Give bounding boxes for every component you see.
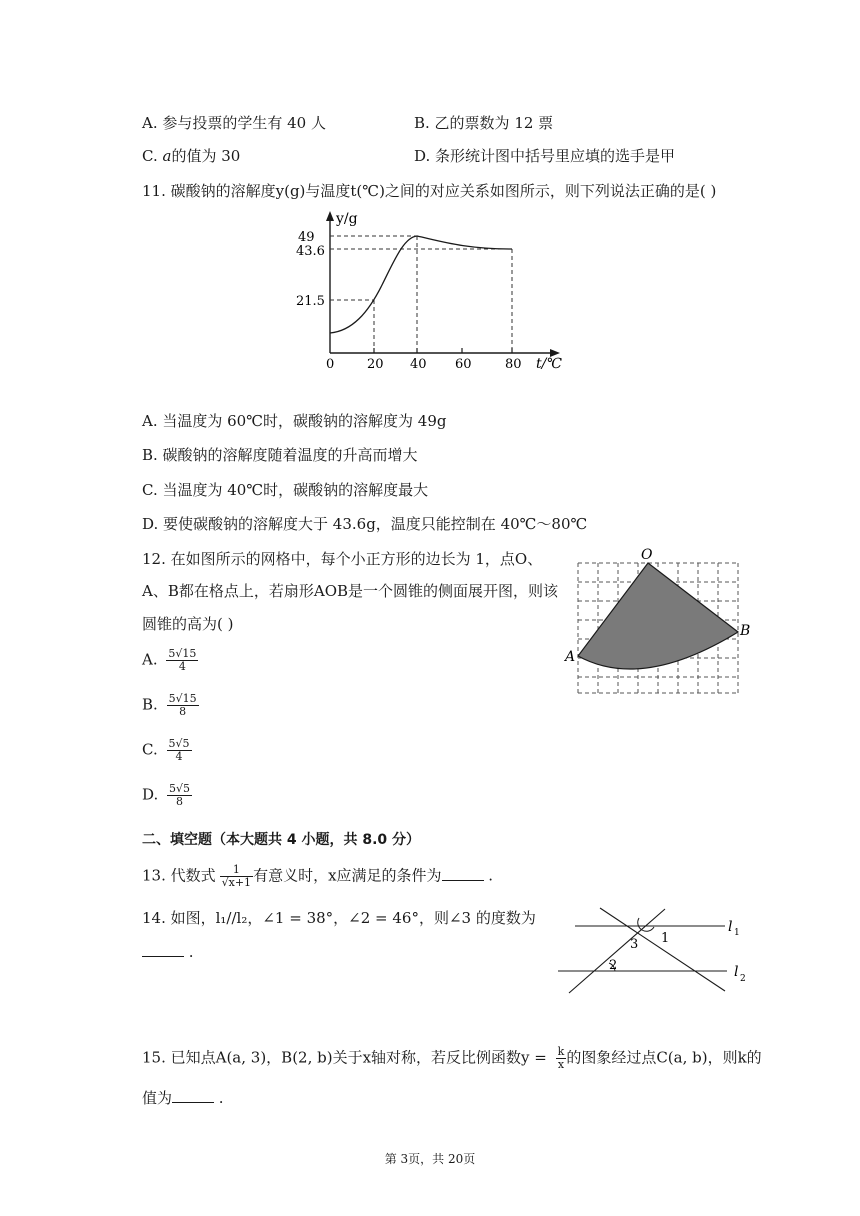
q12-option-a-letter: A.: [142, 650, 158, 669]
q13-prefix: 13. 代数式: [142, 866, 216, 885]
q15-answer-blank[interactable]: [172, 1088, 214, 1103]
q10-option-c-prefix: C.: [142, 147, 163, 165]
q11-stem: 11. 碳酸钠的溶解度y(g)与温度t(℃)之间的对应关系如图所示，则下列说法正确的是( ): [142, 182, 717, 200]
line-l2-subscript: 2: [740, 974, 746, 984]
q12-option-a: [142, 648, 198, 673]
x-tick-20: 20: [367, 357, 384, 372]
angle-1-label: 1: [661, 931, 670, 946]
q12-option-d-fraction: $\frac{5√5}{8}$: [169, 782, 191, 808]
q14-line1: 14. 如图，l₁//l₂，∠1 = 38°，∠2 = 46°，则∠3 的度数为: [142, 909, 536, 927]
y-tick-21-5: 21.5: [296, 294, 325, 309]
line-l1-label: l: [728, 919, 733, 935]
q13-fraction: $\frac{1}{√x+1}$: [221, 863, 252, 889]
q11-option-a: A. 当温度为 60℃时，碳酸钠的溶解度为 49g: [142, 412, 447, 430]
line-l1-subscript: 1: [734, 928, 740, 938]
x-tick-60: 60: [455, 357, 472, 372]
q12-option-c-letter: C.: [142, 740, 158, 759]
q13-end: .: [483, 866, 494, 885]
q10-option-c-var: a: [162, 147, 172, 165]
label-a: A: [565, 649, 576, 665]
q14-line2: [142, 942, 194, 961]
q11-option-d: D. 要使碳酸钠的溶解度大于 43.6g，温度只能控制在 40℃～80℃: [142, 515, 588, 533]
angle-3-label: 3: [630, 937, 639, 952]
page-footer: 第 3页，共 20页: [384, 1152, 476, 1166]
q15-fraction: $\frac{k}{x}$: [557, 1045, 565, 1071]
q13-answer-blank[interactable]: [442, 866, 484, 881]
label-b: B: [740, 623, 751, 639]
angle-2-label: 2: [609, 958, 618, 973]
q13-suffix: 有意义时，x应满足的条件为: [253, 866, 442, 885]
q12-option-b-letter: B.: [142, 695, 158, 714]
q13: [142, 864, 493, 889]
q15-line1: [142, 1046, 762, 1071]
q10-option-b: B. 乙的票数为 12 票: [414, 114, 554, 132]
section-heading-fill-in: 二、填空题（本大题共 4 小题，共 8.0 分）: [142, 832, 421, 848]
q12-line2: A、B都在格点上，若扇形AOB是一个圆锥的侧面展开图，则该: [142, 582, 559, 600]
x-axis-label: t/℃: [536, 356, 563, 372]
q10-option-c: [142, 145, 240, 166]
q12-option-d-letter: D.: [142, 785, 159, 804]
q14-parallel-lines-figure: [555, 903, 755, 998]
q15-prefix: 15. 已知点A(a, 3)，B(2, b)关于x轴对称，若反比例函数y =: [142, 1048, 552, 1067]
q11-solubility-graph: [290, 205, 580, 375]
y-tick-43-6: 43.6: [296, 244, 325, 259]
y-tick-49: 49: [298, 230, 315, 245]
q12-option-c-fraction: $\frac{5√5}{4}$: [168, 737, 190, 763]
q10-option-a: A. 参与投票的学生有 40 人: [142, 114, 326, 132]
y-axis-label: y/g: [336, 211, 358, 227]
q11-option-c: C. 当温度为 40℃时，碳酸钠的溶解度最大: [142, 481, 429, 499]
q14-end: .: [184, 943, 194, 961]
q12-option-d: [142, 783, 192, 808]
x-tick-80: 80: [505, 357, 522, 372]
x-tick-40: 40: [410, 357, 427, 372]
q15-end: .: [214, 1089, 224, 1107]
q12-line3: 圆锥的高为( ): [142, 615, 234, 633]
sector-aob: [578, 563, 738, 669]
q12-line1: 12. 在如图所示的网格中，每个小正方形的边长为 1，点O、: [142, 550, 543, 568]
label-o: O: [641, 547, 653, 563]
q14-answer-blank[interactable]: [142, 942, 184, 957]
q12-option-a-fraction: $\frac{5√15}{4}$: [168, 647, 197, 673]
q11-option-b: B. 碳酸钠的溶解度随着温度的升高而增大: [142, 446, 418, 464]
q12-option-c: [142, 738, 192, 763]
q12-option-b-fraction: $\frac{5√15}{8}$: [168, 692, 197, 718]
q12-option-b: [142, 693, 199, 718]
x-tick-0: 0: [326, 357, 335, 372]
q15-suffix: 的图象经过点C(a, b)，则k的: [566, 1048, 762, 1067]
q10-option-c-text: 的值为 30: [171, 147, 241, 165]
q10-option-d: D. 条形统计图中括号里应填的选手是甲: [414, 147, 676, 165]
line-l2-label: l: [734, 964, 739, 980]
q15-line2-text: 值为: [142, 1089, 173, 1107]
q12-grid-sector-figure: [562, 545, 762, 705]
solubility-curve: [330, 236, 512, 333]
q15-line2: [142, 1087, 224, 1108]
